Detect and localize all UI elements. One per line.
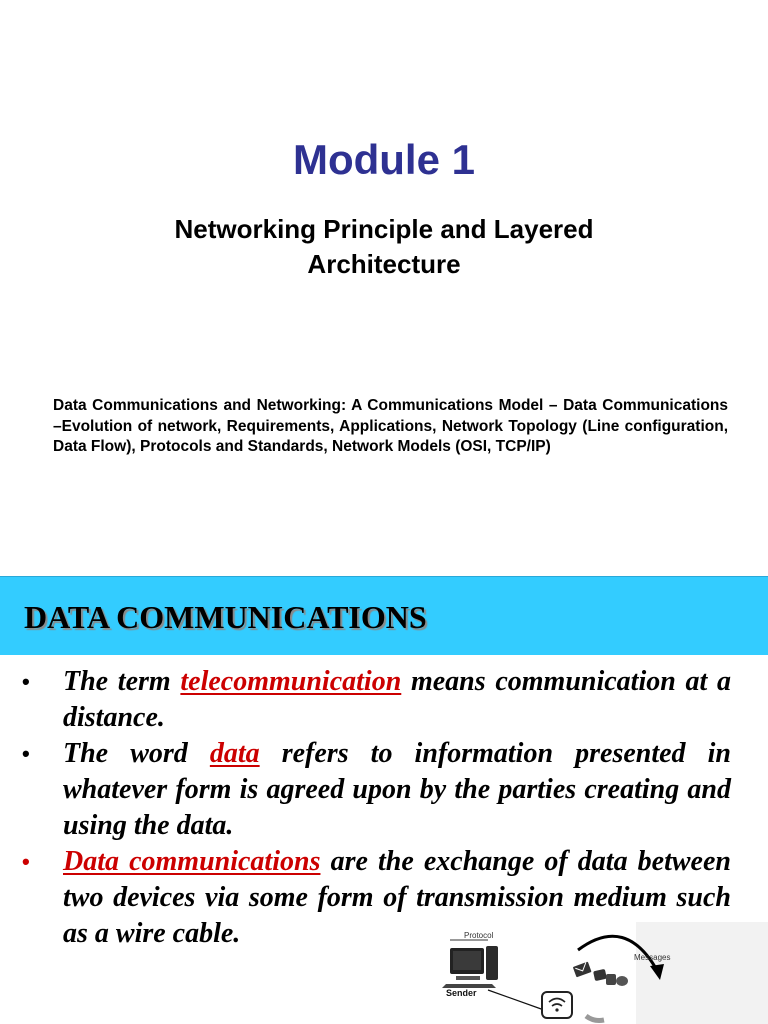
bullet-item [0, 664, 731, 736]
section-heading: DATA COMMUNICATIONS [24, 599, 427, 635]
bullet-dot: • [22, 849, 30, 874]
messages-label: Messages [634, 953, 671, 962]
sender-label: Sender [446, 988, 477, 998]
phone-icon [606, 974, 616, 985]
bullet-text: means communication at a distance. [63, 666, 731, 733]
bullet-term: data [209, 738, 260, 769]
disc-icon [616, 976, 628, 986]
communication-diagram [436, 922, 768, 1024]
section-banner [0, 576, 768, 655]
bullet-dot: • [22, 669, 30, 694]
bullet-text: The word [63, 738, 210, 769]
syllabus-text: Data Communications and Networking: A Communications Model – Data Communications –Evolution of network, Requirements, Applications, Network Topology (Line configuration, Data Flow), Protocols and Standards, Network Models (OSI, TCP/IP) [53, 397, 728, 455]
page-subtitle: Networking Principle and Layered Architecture [174, 214, 594, 279]
bullet-term: Data communications [63, 846, 321, 877]
bullet-dot: • [22, 741, 30, 766]
bullet-term: telecommunication [180, 666, 402, 697]
page-title: Module 1 [292, 136, 475, 183]
bullet-text: are the exchange of data between two devices via some form of transmission medium such as a wire cable. [63, 846, 731, 949]
protocol-label: Protocol [464, 931, 494, 940]
bullet-list [0, 664, 768, 952]
bullet-text: The term [63, 666, 181, 697]
bullet-item [0, 736, 731, 844]
bullet-text: refers to information presented in whatever form is agreed upon by the parties creating and using the data. [63, 738, 731, 841]
wifi-router-icon [542, 992, 572, 1018]
